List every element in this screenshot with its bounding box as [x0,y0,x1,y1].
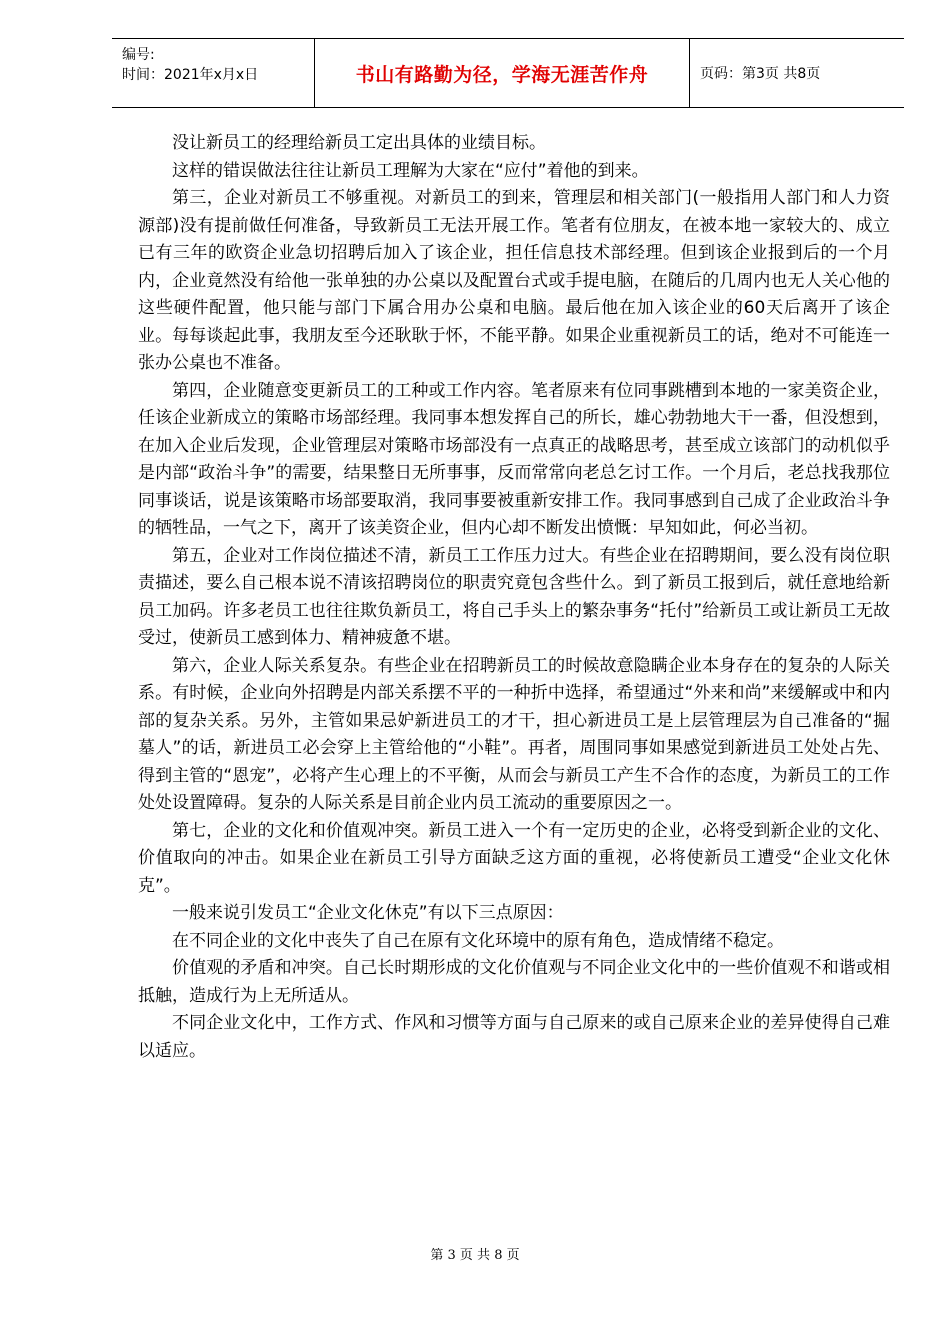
header-page-info: 页码：第3页 共8页 [700,66,821,82]
paragraph: 第六，企业人际关系复杂。有些企业在招聘新员工的时候故意隐瞒企业本身存在的复杂的人际关系。有时候，企业向外招聘是内部关系摆不平的一种折中选择，希望通过“外来和尚”来缓解或中和内部的复杂关系。另外，主管如果忌妒新进员工的才干，担心新进员工是上层管理层为自己准备的“掘墓人”的话，新进员工必会穿上主管给他的“小鞋”。再者，周围同事如果感觉到新进员工处处占先、得到主管的“恩宠”，必将产生心理上的不平衡，从而会与新员工产生不合作的态度，为新员工的工作处处设置障碍。复杂的人际关系是目前企业内员工流动的重要原因之一。 [138,655,890,813]
paragraph: 第三，企业对新员工不够重视。对新员工的到来，管理层和相关部门(一般指用人部门和人力资源部)没有提前做任何准备，导致新员工无法开展工作。笔者有位朋友，在被本地一家较大的、成立已有三年的欧资企业急切招聘后加入了该企业，担任信息技术部经理。但到该企业报到后的一个月内，企业竟然没有给他一张单独的办公桌以及配置台式或手提电脑，在随后的几周内也无人关心他的这些硬件配置，他只能与部门下属合用办公桌和电脑。最后他在加入该企业的60天后离开了该企业。每每谈起此事，我朋友至今还耿耿于怀，不能平静。如果企业重视新员工的话，绝对不可能连一张办公桌也不准备。 [138,188,890,373]
document-number-label: 编号: [122,47,155,63]
paragraph: 没让新员工的经理给新员工定出具体的业绩目标。 [172,133,546,153]
header-motto-cell [315,39,690,107]
page-footer [0,1244,950,1263]
paragraph: 在不同企业的文化中丧失了自己在原有文化环境中的原有角色，造成情绪不稳定。 [172,930,784,951]
paragraph: 第五，企业对工作岗位描述不清，新员工工作压力过大。有些企业在招聘期间，要么没有岗位职责描述，要么自己根本说不清该招聘岗位的职责究竟包含些什么。到了新员工报到后，就任意地给新员工加码。许多老员工也往往欺负新员工，将自己手头上的繁杂事务“托付”给新员工或让新员工无故受过，使新员工感到体力、精神疲惫不堪。 [138,545,890,648]
paragraph: 第七，企业的文化和价值观冲突。新员工进入一个有一定历史的企业，必将受到新企业的文化、价值取向的冲击。如果企业在新员工引导方面缺乏这方面的重视，必将使新员工遭受“企业文化休克”。 [138,820,890,896]
header-motto: 书山有路勤为径，学海无涯苦作舟 [355,63,649,86]
paragraph: 价值观的矛盾和冲突。自己长时期形成的文化价值观与不同企业文化中的一些价值观不和谐或相抵触，造成行为上无所适从。 [138,958,890,1006]
footer-page-number: 第 3 页 共 8 页 [430,1248,520,1263]
document-time-label: 时间：2021年x月x日 [122,67,259,83]
header-meta-cell [112,39,315,107]
page-header [112,38,904,108]
header-page-cell [690,39,904,107]
paragraph: 不同企业文化中，工作方式、作风和习惯等方面与自己原来的或自己原来企业的差异使得自己难以适应。 [138,1013,890,1061]
paragraph: 这样的错误做法往往让新员工理解为大家在“应付”着他的到来。 [172,160,649,181]
paragraph: 第四，企业随意变更新员工的工种或工作内容。笔者原来有位同事跳槽到本地的一家美资企业，任该企业新成立的策略市场部经理。我同事本想发挥自己的所长，雄心勃勃地大干一番，但没想到，在加入企业后发现，企业管理层对策略市场部没有一点真正的战略思考，甚至成立该部门的动机似乎是内部“政治斗争”的需要，结果整日无所事事，反而常常向老总乞讨工作。一个月后，老总找我那位同事谈话，说是该策略市场部要取消，我同事要被重新安排工作。我同事感到自己成了企业政治斗争的牺牲品，一气之下，离开了该美资企业，但内心却不断发出愤慨：早知如此，何必当初。 [138,380,890,538]
paragraph: 一般来说引发员工“企业文化休克”有以下三点原因： [172,903,564,923]
document-body [138,130,890,1065]
